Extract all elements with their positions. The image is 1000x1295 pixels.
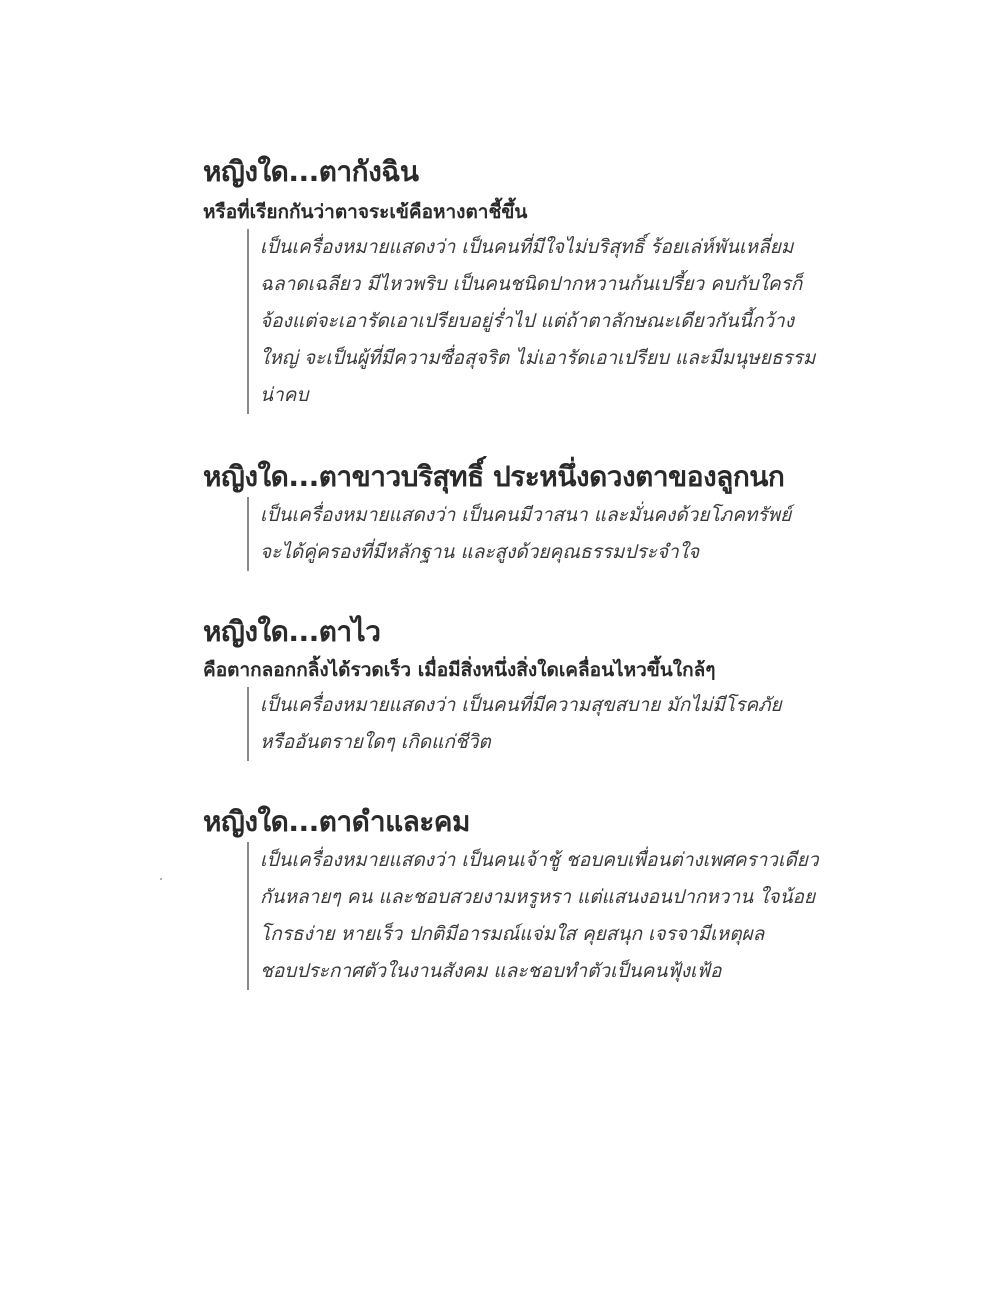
section-1-subheading: หรือที่เรียกกันว่าตาจระเข้คือหางตาชี้ขึ้น [203,201,528,223]
section-3-line-1: เป็นเครื่องหมายแสดงว่า เป็นคนที่มีความสุขสบาย มักไม่มีโรคภัย [260,694,782,716]
section-1-body [247,229,845,414]
section-4-line-2: กันหลายๆ คน และชอบสวยงามหรูหรา แต่แสนงอนปากหวาน ใจน้อย [260,886,816,908]
section-3-line-2: หรืออันตรายใดๆ เกิดแก่ชีวิต [260,731,491,753]
section-1-line-1: เป็นเครื่องหมายแสดงว่า เป็นคนที่มีใจไม่บริสุทธิ์ ร้อยเล่ห์พันเหลี่ยม [260,236,794,258]
section-1-line-5: น่าคบ [260,384,309,406]
section-4-body [247,842,845,990]
section-4-line-3: โกรธง่าย หายเร็ว ปกติมีอารมณ์แจ่มใส คุยสนุก เจรจามีเหตุผล [260,923,765,945]
section-1-line-4: ใหญ่ จะเป็นผู้ที่มีความซื่อสุจริต ไม่เอารัดเอาเปรียบ และมีมนุษยธรรม [260,347,816,369]
section-1-heading: หญิงใด...ตากังฉิน [203,155,419,188]
section-2-line-2: จะได้คู่ครองที่มีหลักฐาน และสูงด้วยคุณธรรมประจำใจ [260,541,700,563]
section-4-line-4: ชอบประกาศตัวในงานสังคม และชอบทำตัวเป็นคนฟุ้งเฟ้อ [260,960,722,982]
section-1-line-2: ฉลาดเฉลียว มีไหวพริบ เป็นคนชนิดปากหวานก้นเปรี้ยว คบกับใครก็ [260,273,803,295]
section-4-line-1: เป็นเครื่องหมายแสดงว่า เป็นคนเจ้าชู้ ชอบคบเพื่อนต่างเพศคราวเดียว [260,849,819,871]
section-2-heading: หญิงใด...ตาขาวบริสุทธิ์ ประหนึ่งดวงตาของลูกนก [203,460,785,493]
scan-speck [160,878,162,880]
section-3-subheading: คือตากลอกกลิ้งได้รวดเร็ว เมื่อมีสิ่งหนึ่งสิ่งใดเคลื่อนไหวขึ้นใกล้ๆ [203,659,716,681]
section-3-body [247,687,845,761]
section-2-body [247,497,845,571]
section-2-line-1: เป็นเครื่องหมายแสดงว่า เป็นคนมีวาสนา และมั่นคงด้วยโภคทรัพย์ [260,504,792,526]
section-4-heading: หญิงใด...ตาดำและคม [203,805,470,838]
section-3-heading: หญิงใด...ตาไว [203,615,381,648]
section-1-line-3: จ้องแต่จะเอารัดเอาเปรียบอยู่ร่ำไป แต่ถ้าตาลักษณะเดียวกันนี้กว้าง [260,310,794,332]
